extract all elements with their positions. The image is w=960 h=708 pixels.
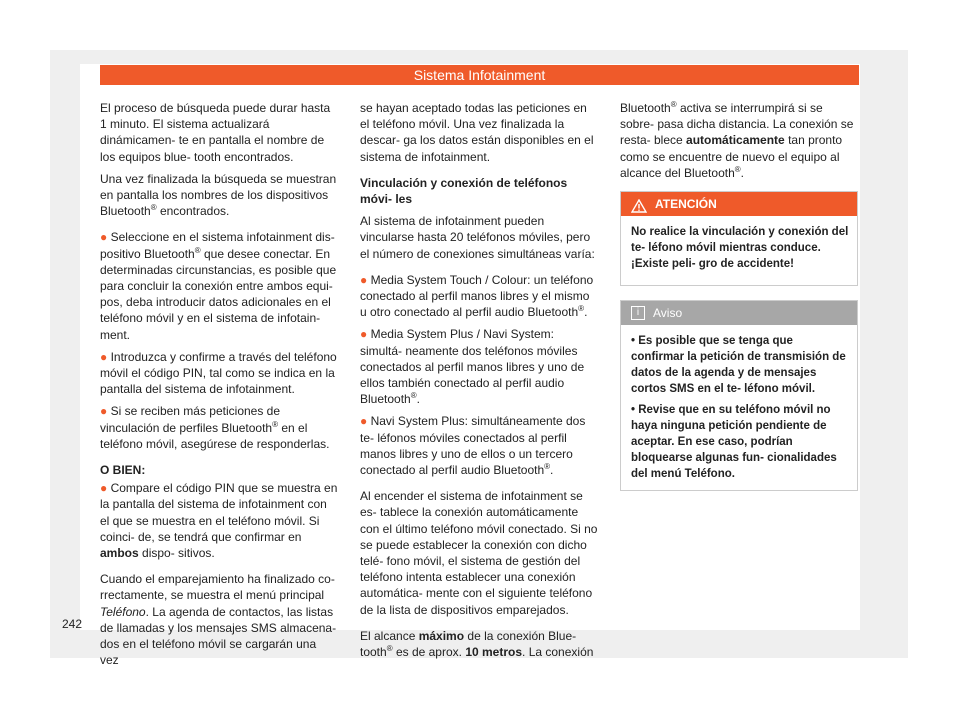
attention-title: ATENCIÓN xyxy=(655,197,717,212)
note-header xyxy=(621,301,857,325)
list-item: ● Si se reciben más peticiones de vinculación de perfiles Bluetooth® en el teléfono móvil, asegúrese de responderlas. xyxy=(100,404,330,451)
paragraph: Cuando el emparejamiento ha finalizado co- rrectamente, se muestra el menú principal Teléfono. La agenda de contactos, las listas de llamadas y los mensajes SMS almacena- dos en el teléfono móvil se cargarán una vez xyxy=(100,572,337,668)
column-2 xyxy=(360,100,598,666)
paragraph: El alcance máximo de la conexión Blue- tooth® es de aprox. 10 metros. La conexión xyxy=(360,628,594,660)
note-title: Aviso xyxy=(653,306,683,321)
attention-header xyxy=(621,192,857,216)
page-number: 242 xyxy=(62,617,83,631)
paragraph: Una vez finalizada la búsqueda se muestran en pantalla los nombres de los dispositivos Bluetooth® encontrados. xyxy=(100,171,337,219)
bullet-icon: ● xyxy=(100,481,108,496)
attention-body: No realice la vinculación y conexión del te- léfono móvil mientras conduce. ¡Existe peli- gro de accidente! xyxy=(631,226,849,271)
column-1 xyxy=(100,100,338,675)
attention-box xyxy=(620,191,858,286)
paragraph: Al sistema de infotainment pueden vincularse hasta 20 teléfonos móviles, pero el número de conexiones simultáneas varía: xyxy=(360,214,595,261)
paragraph: se hayan aceptado todas las peticiones en el teléfono móvil. Una vez finalizada la descar- ga los datos están disponibles en el sistema de infotainment. xyxy=(360,101,594,164)
list-item: • Es posible que se tenga que confirmar la petición de transmisión de datos de la agenda y de mensajes cortos SMS en el te- léfono móvil. xyxy=(631,335,846,396)
list-item: ● Navi System Plus: simultáneamente dos te- léfonos móviles conectados al perfil manos libres y uno de ellos o un tercero conectado al perfil audio Bluetooth®. xyxy=(360,414,586,478)
subheading: Vinculación y conexión de teléfonos móvi- les xyxy=(360,175,568,207)
subheading: O BIEN: xyxy=(100,463,146,478)
list-item: ● Introduzca y confirme a través del teléfono móvil el código PIN, tal como se indica en la pantalla del sistema de infotainment. xyxy=(100,349,337,397)
paragraph: El proceso de búsqueda puede durar hasta 1 minuto. El sistema actualizará dinámicamen- te en pantalla el nombre de los equipos blue- tooth encontrados. xyxy=(100,101,331,164)
note-box xyxy=(620,300,858,491)
column-3 xyxy=(620,100,858,491)
bullet-icon: ● xyxy=(360,327,368,342)
note-body xyxy=(621,325,857,490)
list-item: ● Media System Plus / Navi System: simultá- neamente dos teléfonos móviles conectados al perfil manos libres y uno de ellos también conectado al perfil audio Bluetooth®. xyxy=(360,327,585,407)
list-item: ● Compare el código PIN que se muestra en la pantalla del sistema de infotainment con el que se muestra en el teléfono móvil. Si coinci- de, se tendrá que confirmar en ambos dispo- sitivos. xyxy=(100,481,338,561)
paragraph: Bluetooth® activa se interrumpirá si se sobre- pasa dicha distancia. La conexión se resta- blece automáticamente tan pronto como se encuentre de nuevo el equipo al alcance del Bluetooth®. xyxy=(620,100,854,180)
warning-triangle-icon xyxy=(631,197,647,211)
list-item: ● Seleccione en el sistema infotainment dis- positivo Bluetooth® que desee conectar. En determinadas circunstancias, es posible que para concluir la conexión entre ambos equi- pos, deba introducir datos adicionales en el teléfono móvil y en el sistema de infotain- ment. xyxy=(100,230,337,342)
bullet-icon: ● xyxy=(100,230,108,245)
bullet-icon: ● xyxy=(100,349,108,364)
info-icon: i xyxy=(631,306,645,320)
bullet-icon: ● xyxy=(100,404,108,419)
paragraph: Al encender el sistema de infotainment se es- tablece la conexión automáticamente con el último teléfono móvil conectado. Si no se puede establecer la conexión con dicho telé- fono móvil, el sistema de gestión del teléfono intenta establecer una conexión automática- mente con el siguiente teléfono de la lista de dispositivos emparejados. xyxy=(360,489,598,617)
list-item: ● Media System Touch / Colour: un teléfono conectado al perfil manos libres y el mismo u otro conectado al perfil audio Bluetooth®. xyxy=(360,272,594,320)
bullet-icon: ● xyxy=(360,414,368,429)
list-item: • Revise que en su teléfono móvil no haya ninguna petición pendiente de aceptar. En ese caso, podrían bloquearse algunas fun- cionalidades del menú Teléfono. xyxy=(631,404,837,481)
section-header: Sistema Infotainment xyxy=(100,65,859,85)
bullet-icon: ● xyxy=(360,272,368,287)
